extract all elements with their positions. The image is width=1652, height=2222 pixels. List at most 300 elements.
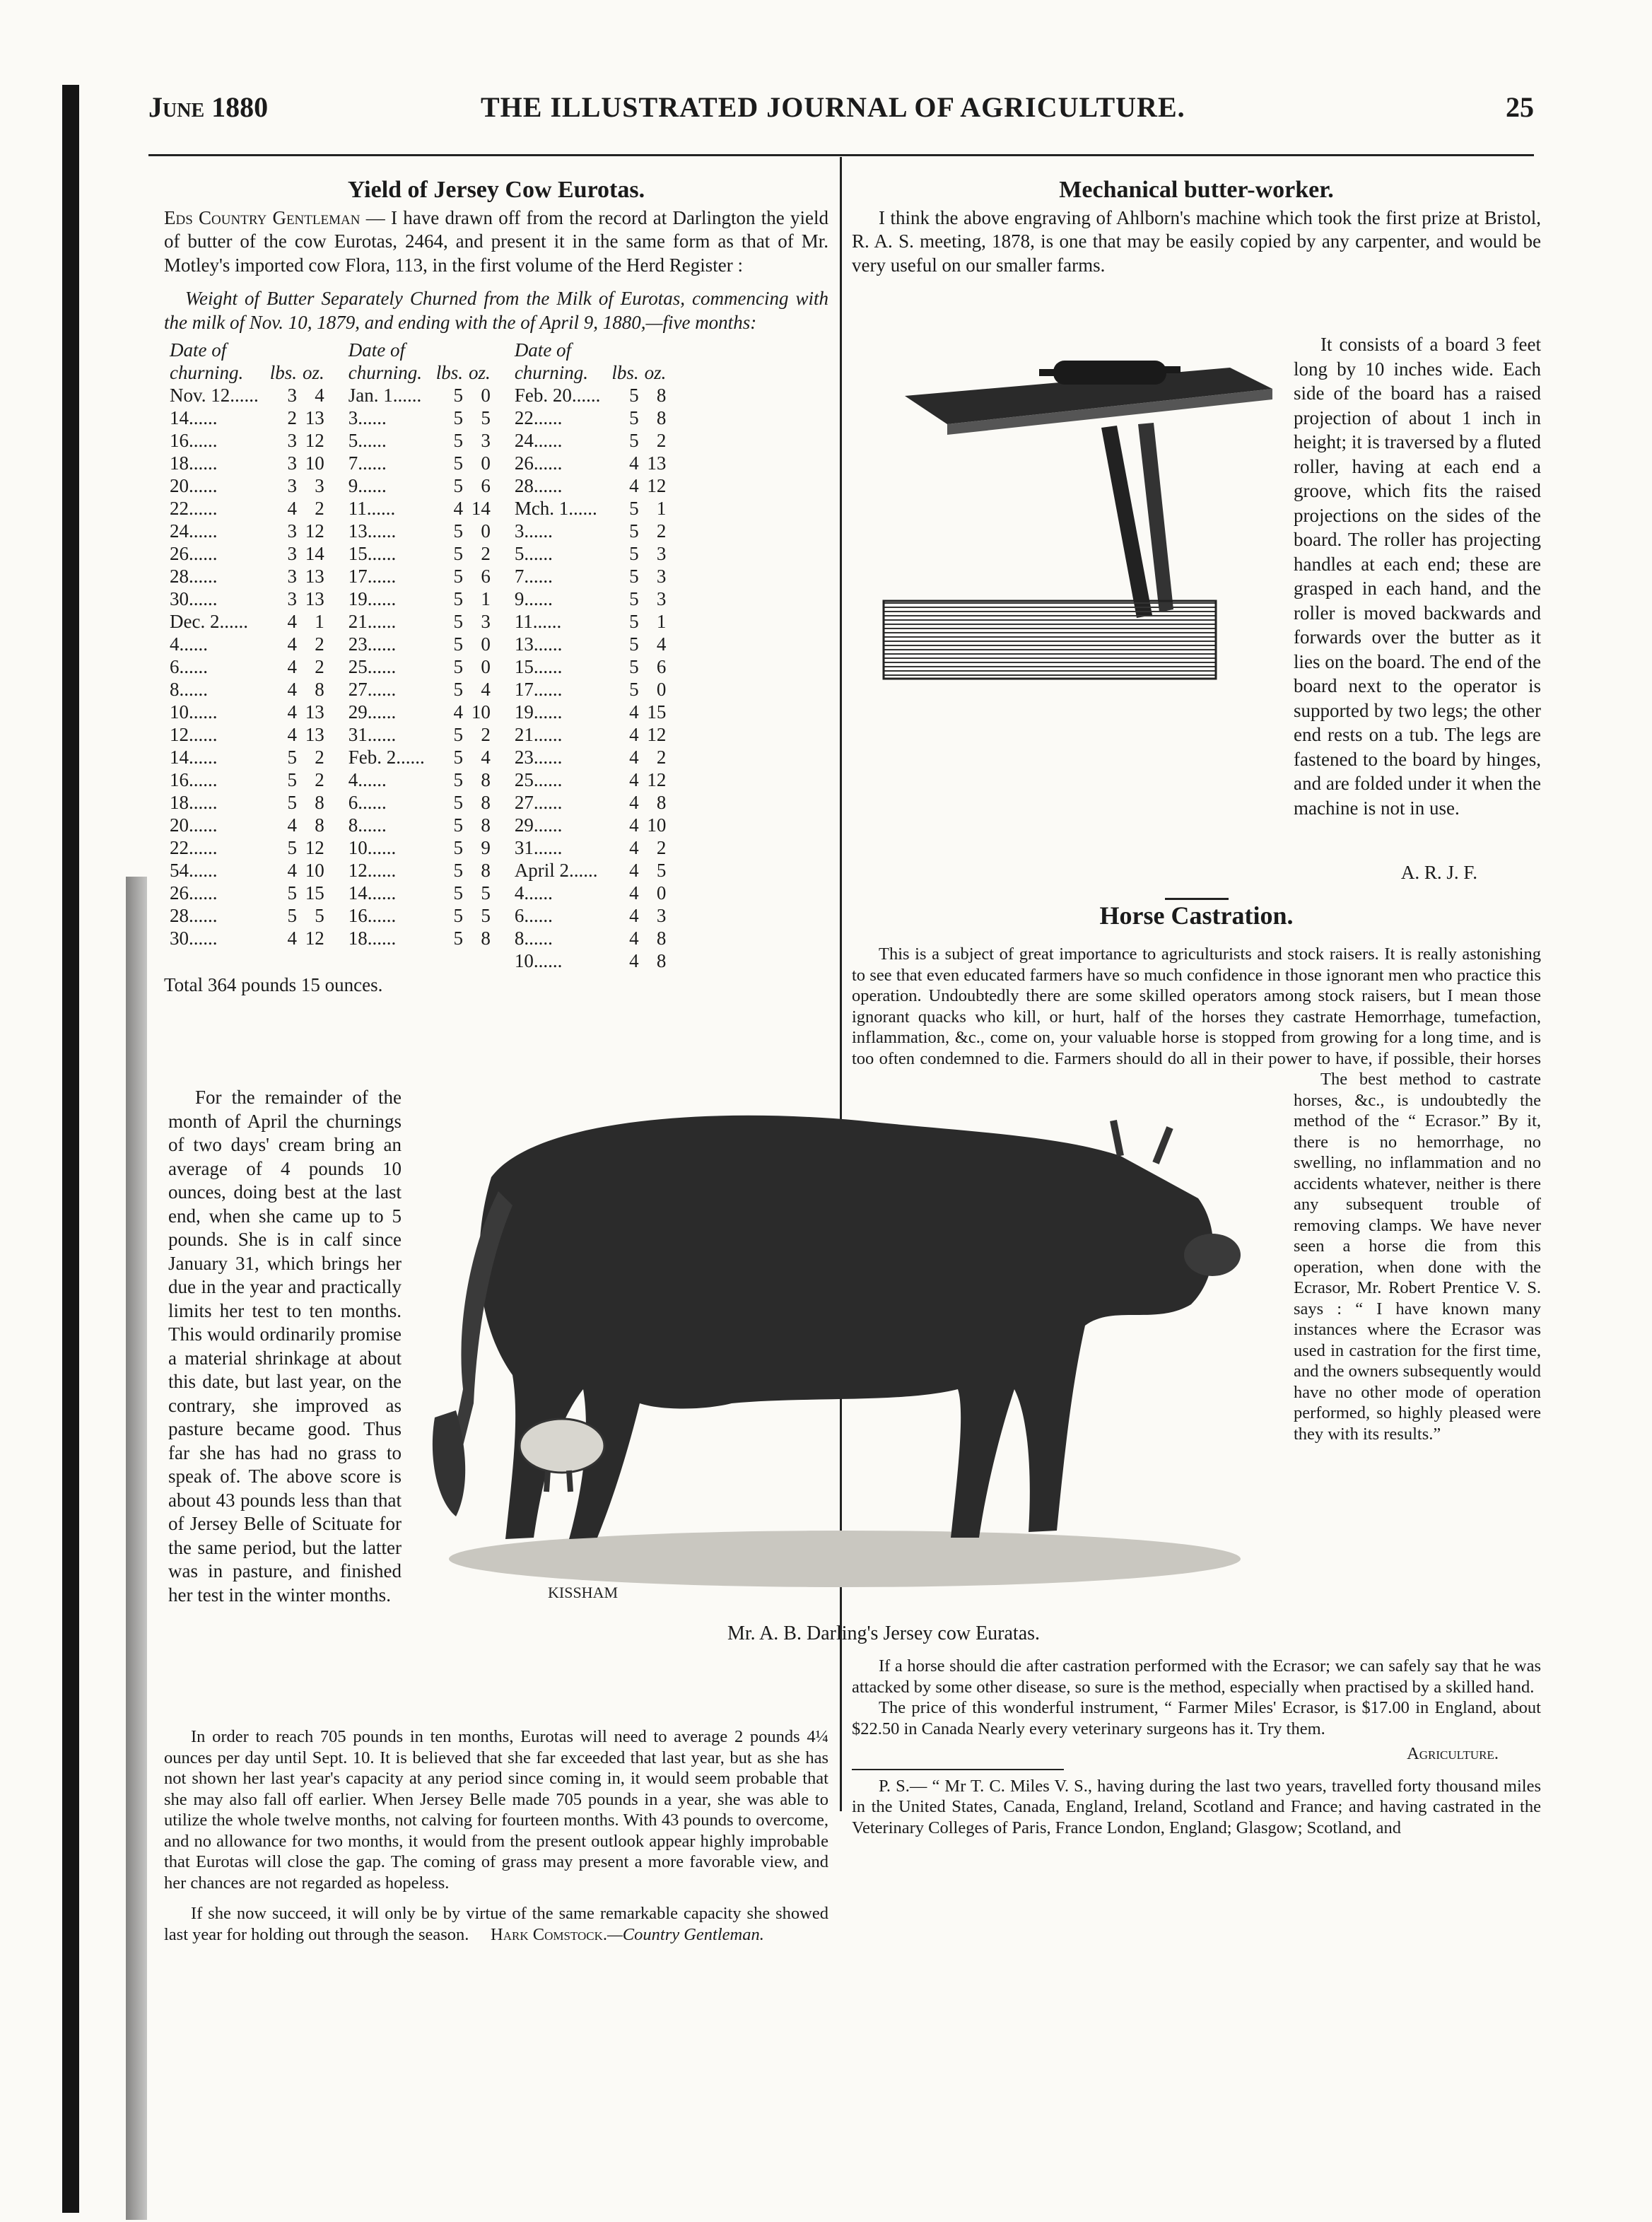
article-title-castration: Horse Castration. — [1099, 901, 1294, 930]
churning-date: 28...... — [514, 475, 563, 496]
churning-date: 26...... — [170, 882, 218, 904]
butter-oz: 4 — [656, 633, 667, 655]
butter-worker-description: It consists of a board 3 feet long by 10 inches wide. Each side of the board has a raised projection of about 1 inch in height; it is traversed by a fluted roller, having at each end a groove, which fits the raised projections on the sides of the board. The roller has projecting handles at each end; these are grasped in each hand, and the roller is moved backwards and forwards over the butter as it lies on the board. The end of the board next to the operator is supported by two legs; the other end rests on a tub. The legs are fastened to the board by hinges, and are folded under it when the machine is not in use. — [1294, 334, 1541, 819]
churning-date: 21...... — [348, 611, 397, 632]
table-caption: Weight of Butter Separately Churned from the Milk of Eurotas, commencing with the milk of Nov. 10, 1879, and ending with the of April 9, 1880,—five months: — [164, 288, 828, 333]
table-row — [167, 384, 669, 407]
butter-oz: 12 — [305, 837, 324, 858]
churning-date: 16...... — [170, 769, 218, 790]
table-row — [167, 859, 669, 882]
table-row — [167, 927, 669, 949]
butter-lbs: 4 — [453, 701, 464, 723]
succeed-paragraph — [164, 1903, 828, 1945]
butter-worker-initials: A. R. J. F. — [1400, 862, 1477, 883]
churning-date: 7...... — [348, 452, 387, 474]
right-column-top — [852, 178, 1541, 277]
butter-lbs: 4 — [629, 882, 639, 904]
butter-lbs: 5 — [453, 905, 464, 926]
butter-lbs: 3 — [287, 543, 298, 564]
butter-oz — [300, 949, 327, 972]
th-lbs-1: lbs. — [269, 362, 298, 383]
butter-lbs: 5 — [629, 656, 639, 677]
butter-oz: 2 — [315, 747, 324, 768]
butter-lbs: 4 — [629, 701, 639, 723]
ps-rule — [852, 1769, 1064, 1770]
castration-paragraph-1: This is a subject of great importance to agriculturists and stock raisers. It is really astonishing to see that even educated farmers have so much confidence in those ignorant men who practice this operation. Undoubtedly there are some skilled operators among stock raisers, but I mean those ignorant quacks who kill, or hurt, half of the horses they castrate Hemorrhage, tumefaction, inflammation, &c., come on, your valuable horse is stopped from growing for a long time, and is too often condemned to die. Farmers should do all in their power to have, if possible, their horses — [852, 945, 1541, 1068]
butter-oz: 3 — [656, 543, 667, 564]
churning-date: 9...... — [348, 475, 387, 496]
butter-lbs: 5 — [453, 611, 464, 632]
butter-lbs: 5 — [287, 747, 298, 768]
butter-oz: 8 — [656, 928, 667, 949]
butter-oz: 0 — [656, 882, 667, 904]
butter-lbs: 5 — [453, 837, 464, 858]
th-date-1a: Date of — [170, 339, 227, 361]
butter-oz: 13 — [305, 701, 324, 723]
butter-oz: 1 — [481, 588, 491, 609]
butter-oz: 6 — [481, 475, 491, 496]
churning-date: 54...... — [170, 860, 218, 881]
butter-oz: 3 — [656, 905, 667, 926]
butter-oz: 12 — [647, 769, 667, 790]
butter-oz: 10 — [305, 452, 324, 474]
churning-date: 5...... — [348, 430, 387, 451]
churning-date: 17...... — [348, 566, 397, 587]
churning-date: 4...... — [514, 882, 553, 904]
butter-oz: 3 — [656, 566, 667, 587]
butter-oz: 5 — [315, 905, 324, 926]
butter-oz: 2 — [315, 633, 324, 655]
churning-date: 3...... — [348, 407, 387, 428]
churning-date: 24...... — [170, 520, 218, 542]
butter-lbs: 3 — [287, 588, 298, 609]
postscript: P. S.— “ Mr T. C. Miles V. S., having during the last two years, travelled forty thousand miles in the United States, Canada, England, Ireland, Scotland and France; and having castrated in the Veterinary Colleges of Paris, France London, England; Glasgow; Scotland, and — [852, 1776, 1541, 1837]
table-row — [167, 814, 669, 836]
issue-date: June 1880 — [148, 91, 269, 123]
butter-oz: 0 — [481, 452, 491, 474]
churning-date: 18...... — [348, 928, 397, 949]
churning-date: 4...... — [348, 769, 387, 790]
churning-date: 11...... — [514, 611, 562, 632]
butter-lbs: 4 — [287, 611, 298, 632]
churning-date: Nov. 12...... — [170, 385, 259, 406]
th-oz-1: oz. — [303, 362, 324, 383]
butter-oz: 12 — [305, 928, 324, 949]
th-lbs-3: lbs. — [611, 362, 639, 383]
churning-date: 27...... — [514, 792, 563, 813]
butter-lbs: 3 — [287, 430, 298, 451]
butter-lbs: 5 — [453, 724, 464, 745]
butter-lbs: 4 — [453, 498, 464, 519]
churning-date: 11...... — [348, 498, 396, 519]
butter-lbs: 3 — [287, 452, 298, 474]
butter-oz: 5 — [481, 407, 491, 428]
butter-lbs: 5 — [629, 407, 639, 428]
churning-date: 14...... — [348, 882, 397, 904]
churning-date: 7...... — [514, 566, 553, 587]
table-header-row-1 — [167, 339, 669, 361]
churning-date: 31...... — [514, 837, 563, 858]
butter-lbs: 5 — [453, 588, 464, 609]
left-column-bottom — [164, 1726, 828, 1945]
butter-oz: 12 — [647, 475, 667, 496]
butter-lbs: 2 — [287, 407, 298, 428]
butter-lbs: 5 — [287, 792, 298, 813]
churning-date: Mch. 1...... — [514, 498, 597, 519]
table-row — [167, 587, 669, 610]
butter-lbs: 5 — [629, 611, 639, 632]
churning-date — [346, 949, 433, 972]
butter-lbs: 4 — [629, 860, 639, 881]
left-column-top — [164, 178, 828, 998]
butter-lbs: 5 — [629, 543, 639, 564]
churning-date: 26...... — [514, 452, 563, 474]
castration-paragraph-2: The best method to castrate horses, &c., is undoubtedly the method of the “ Ecrasor.” By it, there is no hemorrhage, no swelling, no inflammation and no accidents whatever, neither is there any subsequent trouble of removing clamps. We have never seen a horse die from this operation, when done with the Ecrasor, Mr. Robert Prentice V. S. says : “ I have known many instances where the Ecrasor was used in castration for the first time, and the owners subsequently would have no other mode of operation performed, so highly pleased were they with its results.” — [1294, 1070, 1541, 1444]
butter-lbs: 4 — [287, 679, 298, 700]
butter-lbs: 4 — [287, 928, 298, 949]
butter-lbs: 5 — [453, 679, 464, 700]
butter-lbs: 3 — [287, 475, 298, 496]
churning-date: 22...... — [170, 837, 218, 858]
butter-lbs: 3 — [287, 385, 298, 406]
churning-date: 29...... — [514, 814, 563, 836]
butter-oz: 15 — [647, 701, 667, 723]
butter-lbs: 4 — [629, 747, 639, 768]
butter-oz: 0 — [656, 679, 667, 700]
butter-oz: 8 — [656, 407, 667, 428]
churning-date: 19...... — [514, 701, 563, 723]
butter-lbs: 5 — [629, 566, 639, 587]
butter-oz — [466, 949, 493, 972]
reach-705-paragraph: In order to reach 705 pounds in ten months, Eurotas will need to average 2 pounds 4¼ ounces per day until Sept. 10. It is believed that she far exceeded that last year, but as she has not shown her last year's capacity at any period since coming in, it would seem probable that she may also fall off earlier. When Jersey Belle made 705 pounds in a year, she was able to utilize the whole twelve months, not calving for fourteen months. With 43 pounds to overcome, and no allowance for two months, it would from the present outlook appear highly improbable that Eurotas will close the gap. The coming of grass may present a more favorable view, and her chances are not regarded as hopeless. — [164, 1727, 828, 1893]
source-credit: —Country Gentleman. — [607, 1924, 764, 1944]
butter-oz: 0 — [481, 656, 491, 677]
table-row — [167, 565, 669, 587]
th-oz-3: oz. — [644, 362, 667, 383]
churning-date: 9...... — [514, 588, 553, 609]
table-header-row-2 — [167, 361, 669, 384]
table-row — [167, 904, 669, 927]
butter-oz: 13 — [305, 407, 324, 428]
intro-paragraph — [164, 206, 828, 278]
table-row — [167, 407, 669, 429]
butter-lbs: 5 — [453, 860, 464, 881]
butter-oz: 14 — [305, 543, 324, 564]
churning-date: April 2...... — [514, 860, 598, 881]
butter-lbs: 4 — [629, 837, 639, 858]
butter-lbs: 5 — [287, 769, 298, 790]
churning-date: 13...... — [514, 633, 563, 655]
table-row — [167, 949, 669, 972]
butter-lbs: 3 — [287, 566, 298, 587]
th-date-2b: churning. — [348, 362, 423, 383]
butter-oz: 13 — [305, 588, 324, 609]
castration-paragraph-4: The price of this wonderful instrument, “ Farmer Miles' Ecrasor, is $17.00 in England, about $22.50 in Canada Nearly every veterinary surgeons has it. Try them. — [852, 1698, 1541, 1738]
page-edge-shadow — [126, 877, 147, 2220]
butter-oz: 12 — [305, 520, 324, 542]
butter-oz: 8 — [481, 769, 491, 790]
churning-date: 12...... — [170, 724, 218, 745]
castration-paragraph-3: If a horse should die after castration performed with the Ecrasor; we can safely say that he was attacked by some other disease, so sure is the method, especially when practised by a skilled hand. — [852, 1656, 1541, 1697]
churning-date: 29...... — [348, 701, 397, 723]
butter-lbs: 4 — [287, 633, 298, 655]
yield-total: Total 364 pounds 15 ounces. — [164, 974, 383, 995]
butter-yield-table — [167, 339, 669, 972]
churning-date: 23...... — [514, 747, 563, 768]
churning-date: 18...... — [170, 452, 218, 474]
butter-lbs: 5 — [629, 520, 639, 542]
butter-lbs: 5 — [453, 814, 464, 836]
cow-caption: Mr. A. B. Darling's Jersey cow Euratas. — [727, 1622, 1041, 1644]
butter-oz: 8 — [656, 792, 667, 813]
butter-lbs: 4 — [629, 475, 639, 496]
butter-lbs: 5 — [453, 475, 464, 496]
butter-oz: 2 — [656, 837, 667, 858]
succeed-text: If she now succeed, it will only be by virtue of the same remarkable capacity she showed last year for holding out through the season. — [164, 1904, 828, 1944]
butter-oz: 6 — [656, 656, 667, 677]
butter-oz: 12 — [647, 724, 667, 745]
churning-date: 25...... — [348, 656, 397, 677]
butter-oz: 6 — [481, 566, 491, 587]
butter-oz: 3 — [315, 475, 324, 496]
table-row — [167, 678, 669, 701]
butter-oz: 4 — [315, 385, 324, 406]
left-narrow-column — [168, 1086, 402, 1607]
table-row — [167, 701, 669, 723]
table-row — [167, 633, 669, 655]
butter-lbs: 4 — [629, 452, 639, 474]
butter-oz: 13 — [305, 724, 324, 745]
butter-oz: 8 — [656, 950, 667, 971]
butter-lbs: 5 — [453, 633, 464, 655]
churning-date: 18...... — [170, 792, 218, 813]
butter-oz: 3 — [481, 611, 491, 632]
butter-lbs: 4 — [629, 769, 639, 790]
churning-date: 8...... — [514, 928, 553, 949]
butter-lbs: 4 — [629, 928, 639, 949]
butter-worker-engraving — [877, 346, 1287, 686]
butter-lbs: 4 — [629, 814, 639, 836]
butter-oz: 0 — [481, 633, 491, 655]
butter-oz: 5 — [481, 882, 491, 904]
butter-lbs: 5 — [453, 566, 464, 587]
butter-lbs: 3 — [287, 520, 298, 542]
table-row — [167, 791, 669, 814]
butter-oz: 8 — [656, 385, 667, 406]
churning-date: 15...... — [514, 656, 563, 677]
butter-oz: 1 — [315, 611, 324, 632]
butter-oz: 2 — [656, 430, 667, 451]
header-rule — [148, 154, 1534, 156]
butter-oz: 2 — [481, 543, 491, 564]
butter-lbs: 5 — [453, 792, 464, 813]
churning-date: 31...... — [348, 724, 397, 745]
castration-side-text — [1294, 1069, 1541, 1627]
churning-date: 14...... — [170, 747, 218, 768]
churning-date: 14...... — [170, 407, 218, 428]
butter-oz: 3 — [481, 430, 491, 451]
churning-date: 30...... — [170, 588, 218, 609]
butter-oz: 8 — [315, 679, 324, 700]
churning-date: 6...... — [348, 792, 387, 813]
table-row — [167, 452, 669, 474]
table-row — [167, 723, 669, 746]
churning-date: 8...... — [170, 679, 208, 700]
butter-oz: 2 — [656, 520, 667, 542]
butter-worker-intro: I think the above engraving of Ahlborn's machine which took the first prize at Bristol, R. A. S. meeting, 1878, is one that may be easily copied by any carpenter, and would be very useful on our smaller farms. — [852, 206, 1541, 276]
butter-oz: 14 — [471, 498, 491, 519]
butter-oz: 8 — [315, 814, 324, 836]
butter-lbs: 5 — [453, 520, 464, 542]
churning-date: 28...... — [170, 566, 218, 587]
table-row — [167, 474, 669, 497]
butter-lbs: 4 — [629, 792, 639, 813]
churning-date: 27...... — [348, 679, 397, 700]
butter-oz: 1 — [656, 498, 667, 519]
churning-date: 8...... — [348, 814, 387, 836]
churning-date: 12...... — [348, 860, 397, 881]
butter-oz: 12 — [305, 430, 324, 451]
butter-oz: 13 — [305, 566, 324, 587]
butter-lbs: 5 — [453, 407, 464, 428]
butter-lbs — [433, 949, 466, 972]
butter-oz: 10 — [471, 701, 491, 723]
butter-lbs: 4 — [287, 701, 298, 723]
castration-intro-block — [852, 944, 1541, 1068]
butter-oz: 5 — [656, 860, 667, 881]
churning-date: 21...... — [514, 724, 563, 745]
butter-oz: 0 — [481, 385, 491, 406]
butter-worker-initials-block — [852, 861, 1541, 928]
butter-lbs: 4 — [287, 814, 298, 836]
churning-date: 24...... — [514, 430, 563, 451]
butter-oz: 2 — [656, 747, 667, 768]
jersey-cow-engraving — [406, 1092, 1294, 1615]
engraver-mark: KISSHAM — [548, 1584, 619, 1601]
churning-date: 20...... — [170, 475, 218, 496]
intro-text: — I have drawn off from the record at Darlington the yield of butter of the cow Eurotas, 2464, and present it in the same form as that of Mr. Motley's imported cow Flora, 113, in the first volume of the Herd Register : — [164, 206, 828, 276]
churning-date: 16...... — [348, 905, 397, 926]
butter-oz: 8 — [481, 792, 491, 813]
butter-oz: 3 — [656, 588, 667, 609]
churning-date: 6...... — [170, 656, 208, 677]
table-row — [167, 882, 669, 904]
butter-lbs: 5 — [453, 543, 464, 564]
butter-lbs: 5 — [629, 588, 639, 609]
butter-oz: 8 — [481, 814, 491, 836]
churning-date: 17...... — [514, 679, 563, 700]
butter-lbs: 5 — [629, 633, 639, 655]
churning-date: 13...... — [348, 520, 397, 542]
butter-lbs — [267, 949, 300, 972]
butter-lbs: 5 — [629, 430, 639, 451]
table-row — [167, 746, 669, 768]
remainder-paragraph: For the remainder of the month of April the churnings of two days' cream bring an average of 4 pounds 10 ounces, doing best at the last end, when she came up to 5 pounds. She is in calf since January 31, which brings her due in the year and practically limits her test to ten months. This would ordinarily promise a material shrinkage at about this date, but last year, on the contrary, she improved as pasture became good. Thus far she has had no grass to speak of. The above score is about 43 pounds less than that of Jersey Belle of Scituate for the same period, but the latter was in pasture, and finished her test in the winter months. — [168, 1087, 402, 1606]
churning-date: Dec. 2...... — [170, 611, 248, 632]
churning-date: 10...... — [170, 701, 218, 723]
butter-oz: 8 — [481, 860, 491, 881]
th-date-2a: Date of — [348, 339, 406, 361]
butter-lbs: 4 — [287, 724, 298, 745]
butter-lbs: 4 — [287, 498, 298, 519]
butter-lbs: 5 — [629, 498, 639, 519]
butter-oz: 15 — [305, 882, 324, 904]
th-date-3b: churning. — [514, 362, 589, 383]
butter-lbs: 5 — [453, 452, 464, 474]
table-row — [167, 836, 669, 859]
article-title-butter-worker: Mechanical butter-worker. — [1059, 177, 1334, 203]
table-row — [167, 542, 669, 565]
butter-oz: 10 — [647, 814, 667, 836]
butter-oz: 4 — [481, 747, 491, 768]
churning-date: Feb. 20...... — [514, 385, 601, 406]
churning-date: 16...... — [170, 430, 218, 451]
butter-oz: 10 — [305, 860, 324, 881]
butter-lbs: 5 — [453, 385, 464, 406]
table-row — [167, 429, 669, 452]
churning-date: 10...... — [348, 837, 397, 858]
right-column-bottom — [852, 1656, 1541, 1838]
page-spine-shadow — [62, 85, 79, 2213]
intro-lead: Eds Country Gentleman — [164, 206, 361, 228]
churning-date: 22...... — [170, 498, 218, 519]
churning-date — [167, 949, 267, 972]
churning-date: 19...... — [348, 588, 397, 609]
butter-lbs: 5 — [453, 430, 464, 451]
churning-date: 5...... — [514, 543, 553, 564]
section-rule — [1165, 898, 1229, 900]
th-date-1b: churning. — [170, 362, 244, 383]
article-title-eurotas: Yield of Jersey Cow Eurotas. — [347, 177, 645, 203]
butter-oz: 2 — [315, 498, 324, 519]
table-row — [167, 655, 669, 678]
churning-date: 10...... — [514, 950, 563, 971]
churning-date: 28...... — [170, 905, 218, 926]
page-number: 25 — [1506, 91, 1534, 123]
churning-date: 15...... — [348, 543, 397, 564]
churning-date: Feb. 2...... — [348, 747, 425, 768]
butter-lbs: 5 — [453, 747, 464, 768]
journal-title: THE ILLUSTRATED JOURNAL OF AGRICULTURE. — [481, 91, 1185, 123]
butter-lbs: 4 — [287, 860, 298, 881]
churning-date: 20...... — [170, 814, 218, 836]
page-header — [148, 90, 1534, 133]
table-row — [167, 497, 669, 520]
butter-oz: 2 — [315, 769, 324, 790]
churning-date: 22...... — [514, 407, 563, 428]
churning-date: Jan. 1...... — [348, 385, 422, 406]
churning-date: 4...... — [170, 633, 208, 655]
table-row — [167, 768, 669, 791]
butter-oz: 13 — [647, 452, 667, 474]
butter-lbs: 5 — [287, 837, 298, 858]
churning-date: 26...... — [170, 543, 218, 564]
table-body — [167, 384, 669, 972]
butter-oz: 8 — [315, 792, 324, 813]
churning-date: 6...... — [514, 905, 553, 926]
butter-lbs: 5 — [453, 928, 464, 949]
butter-oz: 4 — [481, 679, 491, 700]
butter-lbs: 4 — [629, 950, 639, 971]
butter-lbs: 5 — [453, 882, 464, 904]
th-oz-2: oz. — [469, 362, 491, 383]
butter-oz: 9 — [481, 837, 491, 858]
butter-lbs: 4 — [629, 905, 639, 926]
butter-lbs: 4 — [629, 724, 639, 745]
th-lbs-2: lbs. — [435, 362, 464, 383]
table-row — [167, 520, 669, 542]
butter-oz: 0 — [481, 520, 491, 542]
